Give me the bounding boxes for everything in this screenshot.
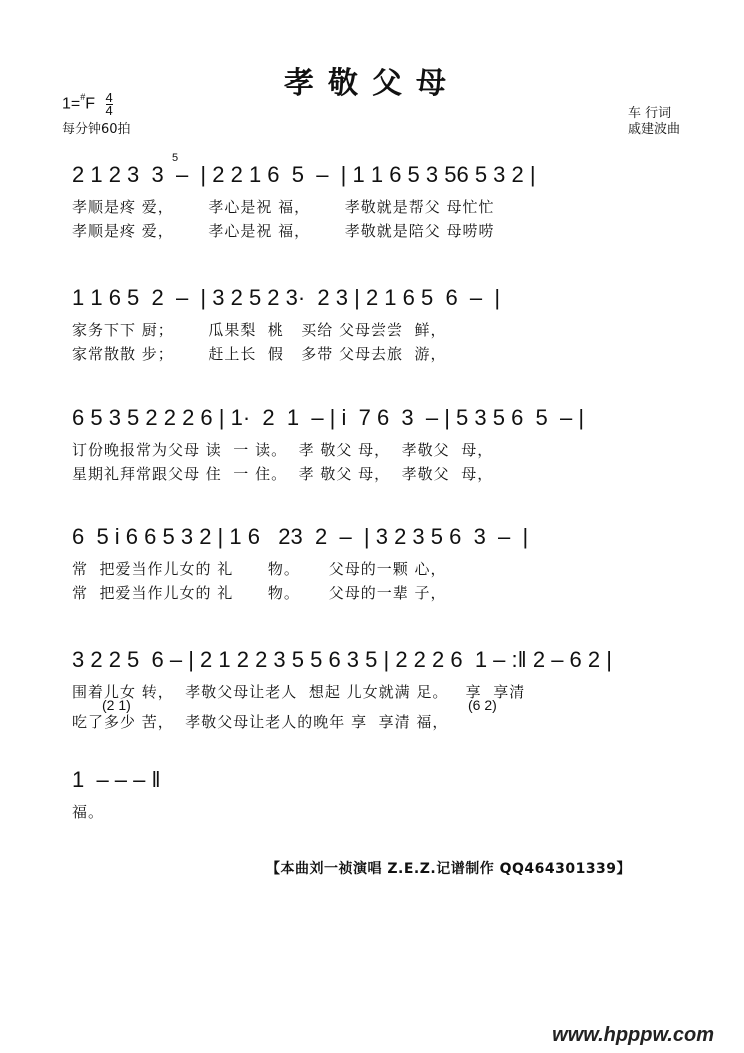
lyric-verse-1: 家务下下 厨； 瓜果梨 桃 买给 父母尝尝 鲜，: [72, 321, 447, 339]
credits: [628, 106, 680, 138]
lyric-verse-1: 围着儿女 转， 孝敬父母让老人 想起 儿女就满 足。 享 享清: [72, 683, 526, 701]
notation-line: 6 5 3 5 2 2 2 6 | 1· 2 1 – | i 7 6 3 – | 5 3 5 6 5 – |: [72, 405, 585, 430]
notation-line: 1 1 6 5 2 – | 3 2 5 2 3· 2 3 | 2 1 6 5 6 – |: [72, 285, 501, 310]
sharp-icon: #: [80, 92, 86, 103]
key-signature: [62, 92, 113, 117]
lyric-verse-2: 家常散散 步； 赶上长 假 多带 父母去旅 游，: [72, 345, 447, 363]
lyric-verse-2: 星期礼拜常跟父母 住 一 住。 孝 敬父 母， 孝敬父 母，: [72, 465, 494, 483]
lyric-verse-2: 常 把爱当作儿女的 礼 物。 父母的一辈 子，: [72, 584, 447, 602]
lyric-verse-1: 福。: [72, 803, 105, 821]
alt-notes-2: (6 2): [468, 697, 497, 713]
notation-line: 1 – – – ‖: [72, 767, 161, 792]
time-signature-top: 4: [105, 90, 113, 105]
watermark: www.hpppw.com: [552, 1024, 714, 1046]
notation-line: 3 2 2 5 6 – | 2 1 2 2 3 5 5 6 3 5 | 2 2 2 6 1 – :‖ 2 – 6 2 |: [72, 647, 612, 672]
lyric-verse-1: 订份晚报常为父母 读 一 读。 孝 敬父 母， 孝敬父 母，: [72, 441, 494, 459]
notation-line: 2 1 2 3 3 – | 2 2 1 6 5 – | 1 1 6 5 3 56 5 3 2 |: [72, 162, 536, 187]
key-note: F: [85, 95, 96, 113]
footer-credit: 【本曲刘一祯演唱 Z.E.Z.记谱制作 QQ464301339】: [266, 861, 632, 877]
lyric-verse-2: 孝顺是疼 爱， 孝心是祝 福， 孝敬就是陪父 母唠唠: [72, 222, 495, 240]
key-base: 1=: [62, 95, 81, 113]
time-signature: [106, 92, 113, 117]
composer: 戚建波曲: [627, 122, 680, 137]
tempo-marking: 每分钟60拍: [62, 122, 131, 137]
alt-notes-1: (2 1): [102, 697, 131, 713]
lyric-verse-1: 孝顺是疼 爱， 孝心是祝 福， 孝敬就是帮父 母忙忙: [72, 198, 495, 216]
lyricist: 车 行词: [627, 106, 672, 121]
lyric-verse-1: 常 把爱当作儿女的 礼 物。 父母的一颗 心，: [72, 560, 447, 578]
lyric-verse-2: 吃了多少 苦， 孝敬父母让老人的晚年 享 享清 福，: [72, 713, 449, 731]
grace-note: 5: [172, 152, 179, 164]
song-title: 孝敬父母: [284, 66, 460, 101]
notation-line: 6 5 i 6 6 5 3 2 | 1 6 23 2 – | 3 2 3 5 6 3 – |: [72, 524, 529, 549]
time-signature-bottom: 4: [105, 103, 113, 118]
